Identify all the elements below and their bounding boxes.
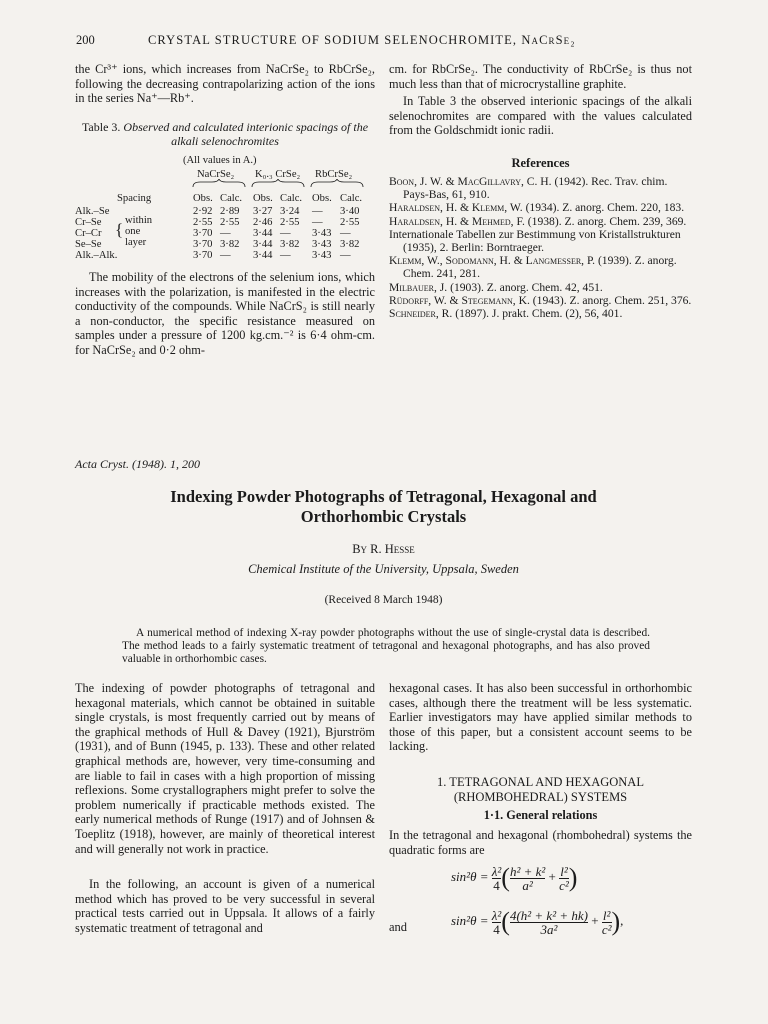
- reference-details: (1939). Z. anorg. Chem. 241, 281.: [403, 254, 677, 281]
- eq2-close-paren: ): [611, 907, 621, 936]
- eq1-t1-den: a²: [510, 878, 545, 892]
- equation-tetragonal: [451, 863, 577, 893]
- reference-authors: Schneider, R.: [389, 307, 453, 321]
- table-group-layer: layer: [125, 237, 147, 248]
- table-obs-2: Obs.: [312, 193, 332, 204]
- table-col-header-2: RbCrSe₂: [315, 169, 353, 180]
- table-cell: —: [280, 228, 291, 239]
- eq2-t1-den: 3a²: [510, 922, 588, 936]
- table-cell: 3·70: [193, 250, 213, 261]
- eq2-coef-num: λ²: [491, 907, 502, 923]
- eq1-term-2: [559, 865, 569, 892]
- table-cell: 3·27: [253, 206, 273, 217]
- table-row-label: Cr–Cr: [75, 228, 102, 239]
- reference-authors: Boon, J. W. & MacGillavry, C. H.: [389, 175, 552, 188]
- table-cell: —: [340, 250, 351, 261]
- eq2-t1-num: 4(h² + k² + hk): [509, 907, 588, 923]
- eq2-term-1: [510, 909, 588, 936]
- eq1-t2-num: l²: [560, 863, 568, 879]
- table-3-caption: [75, 120, 375, 148]
- table-cell: 3·82: [220, 239, 240, 250]
- article-title-line-2: Orthorhombic Crystals: [300, 507, 467, 526]
- table-cell: —: [312, 217, 323, 228]
- table-cell: 3·24: [280, 206, 300, 217]
- and-connector: and: [389, 920, 408, 934]
- table-units: (All values in A.): [183, 155, 257, 166]
- table-cell: —: [280, 250, 291, 261]
- eq2-plus: +: [591, 912, 599, 928]
- table-cell: 3·82: [280, 239, 300, 250]
- table-cell: 3·44: [253, 239, 273, 250]
- reference-item: [389, 254, 692, 280]
- reference-authors: Haraldsen, H. & Klemm, W.: [389, 201, 523, 215]
- table-caption-text: Observed and calculated interionic spacings of the alkali selenochromites: [123, 120, 369, 148]
- page-number: 200: [76, 33, 95, 47]
- table-col-braces: [190, 179, 380, 189]
- references-list: [389, 175, 692, 320]
- table-cell: 2·55: [280, 217, 300, 228]
- table-cell: 3·82: [340, 239, 360, 250]
- table-cell: 2·55: [220, 217, 240, 228]
- eq1-coefficient: [492, 865, 502, 892]
- table-calc-2: Calc.: [340, 193, 363, 204]
- mobility-paragraph: The mobility of the electrons of the selenium ions, which increases with the polarization, is manifested in the electric conductivity of the compounds. While NaCrS₂ is still nearly a non-conductor, the specific resistance measured on samples under a pressure of 1200 kg.cm.⁻² is 6·4 ohm-cm. for NaCrSe₂ and 0·2 ohm-: [75, 270, 375, 357]
- table-cell: —: [220, 250, 231, 261]
- eq1-coef-num: λ²: [491, 863, 502, 879]
- table-cell: 2·55: [340, 217, 360, 228]
- reference-details: (1942). Rec. Trav. chim. Pays-Bas, 61, 910.: [403, 175, 668, 202]
- continuation-paragraph-left: the Cr³⁺ ions, which increases from NaCrSe₂ to RbCrSe₂, following the decreasing contrapolarizing action of the ions in the series Na⁺—Rb⁺.: [75, 62, 375, 106]
- table-cell: 3·44: [253, 228, 273, 239]
- table-obs-0: Obs.: [193, 193, 213, 204]
- body-orthorhombic-paragraph: hexagonal cases. It has also been successful in orthorhombic cases, although there the treatment will be less systematic. Earlier investigators may have applied similar methods to those of this paper, but a consistent account seems to be lacking.: [389, 681, 692, 754]
- eq2-tail: ,: [620, 912, 624, 928]
- article-title-line-1: Indexing Powder Photographs of Tetragonal, Hexagonal and: [170, 487, 597, 506]
- table-cell: 3·44: [253, 250, 273, 261]
- table-cell: 2·46: [253, 217, 273, 228]
- article-citation: Acta Cryst. (1948). 1, 200: [75, 457, 200, 471]
- reference-item: [389, 294, 692, 307]
- reference-item: [389, 201, 692, 214]
- eq1-open-paren: (: [501, 863, 510, 892]
- table-calc-0: Calc.: [220, 193, 243, 204]
- reference-item: [389, 228, 692, 254]
- table-caption-lead: Table 3.: [81, 120, 124, 134]
- reference-item: [389, 281, 692, 294]
- reference-details: (1938). Z. anorg. Chem. 239, 369.: [524, 214, 687, 228]
- article-byline: By R. Hesse: [352, 542, 415, 556]
- table-cell: —: [340, 228, 351, 239]
- eq1-plus: +: [548, 868, 556, 884]
- reference-details: (1943). Z. anorg. Chem. 251, 376.: [529, 293, 692, 307]
- reference-item: [389, 215, 692, 228]
- section-heading-line-2: (RHOMBOHEDRAL) SYSTEMS: [453, 790, 628, 804]
- table-cell: —: [312, 206, 323, 217]
- table-row-label: Se–Se: [75, 239, 102, 250]
- table-cell: 2·89: [220, 206, 240, 217]
- equation-hexagonal: [451, 907, 623, 937]
- table-cell: 3·70: [193, 228, 213, 239]
- reference-details: (1934). Z. anorg. Chem. 220, 183.: [522, 201, 685, 215]
- table-3: [75, 155, 375, 265]
- body-method-paragraph: In the following, an account is given of a numerical method which has proved to be very successful in several practical tests carried out in Uppsala. It allows of a fairly systematic treatment of tetragonal and: [75, 877, 375, 935]
- table-group-one: one: [125, 226, 141, 237]
- eq1-t1-num: h² + k²: [509, 863, 546, 879]
- eq2-coef-den: 4: [493, 921, 500, 937]
- table-obs-1: Obs.: [253, 193, 273, 204]
- eq2-t2-num: l²: [602, 907, 611, 923]
- table-row-label: Cr–Se: [75, 217, 102, 228]
- eq1-close-paren: ): [568, 863, 578, 892]
- table-cell: 2·92: [193, 206, 213, 217]
- article-abstract: A numerical method of indexing X-ray powder photographs without the use of single-crystal data is described. The method leads to a fairly systematic treatment of tetragonal and hexagonal photographs, and has also proved valuable in orthorhombic cases.: [122, 627, 650, 666]
- body-intro-paragraph: The indexing of powder photographs of tetragonal and hexagonal materials, which cannot be obtained in suitable single crystals, is most frequently carried out by means of the graphical methods of Hull & Davey (1921), Bjurström (1931), and of Bunn (1945, p. 133). These and other related graphical methods are, however, very time-consuming and are liable to fail in cases with a high proportion of missing reflexions. Some crystallographers might prefer to solve the problem numerically if practicable methods existed. The early numerical methods of Runge (1917) and of Johnsen & Toeplitz (1918), however, are mainly of theoretical interest and will generally not work in practice.: [75, 681, 375, 856]
- quadratic-forms-paragraph: In the tetragonal and hexagonal (rhombohedral) systems the quadratic forms are: [389, 828, 692, 857]
- reference-authors: Milbauer, J.: [389, 280, 448, 294]
- reference-authors: Klemm, W., Sodomann, H. & Langmesser, P.: [389, 254, 596, 268]
- eq2-open-paren: (: [501, 907, 510, 936]
- table-col-header-1: K₀.₃ CrSe₂: [255, 169, 301, 180]
- conductivity-paragraph: cm. for RbCrSe₂. The conductivity of RbCrSe₂ is thus not much less than that of microcrystalline graphite.: [389, 62, 692, 91]
- table-col-header-0: NaCrSe₂: [197, 169, 235, 180]
- table-calc-1: Calc.: [280, 193, 303, 204]
- references-heading: References: [511, 156, 570, 170]
- table-cell: 3·43: [312, 228, 332, 239]
- reference-authors: Haraldsen, H. & Mehmed, F.: [389, 214, 525, 228]
- eq2-t2-den: c²: [601, 921, 612, 937]
- eq1-term-1: [510, 865, 545, 892]
- table-cell: —: [220, 228, 231, 239]
- table-row-label: Alk.–Se: [75, 206, 110, 217]
- eq1-lhs: sin²θ =: [451, 868, 489, 884]
- table-cell: 3·43: [312, 239, 332, 250]
- running-title: CRYSTAL STRUCTURE OF SODIUM SELENOCHROMITE, NaCrSe₂: [148, 33, 576, 47]
- reference-details: (1897). J. prakt. Chem. (2), 56, 401.: [452, 307, 623, 321]
- page-header: [76, 33, 692, 49]
- table-row-label: Alk.–Alk.: [75, 250, 118, 261]
- reference-details: (1903). Z. anorg. Chem. 42, 451.: [447, 280, 603, 294]
- eq2-coefficient: [492, 909, 502, 936]
- article-received: (Received 8 March 1948): [324, 594, 443, 606]
- section-heading-1: [389, 775, 692, 805]
- reference-details: Internationale Tabellen zur Bestimmung von Kristallstrukturen (1935), 2. Berlin: Borntraeger.: [389, 227, 681, 255]
- reference-item: [389, 175, 692, 201]
- section-heading-line-1: 1. TETRAGONAL AND HEXAGONAL: [437, 775, 644, 789]
- table-cell: 2·55: [193, 217, 213, 228]
- reference-item: [389, 307, 692, 320]
- table-group-within: within: [125, 215, 153, 226]
- table-spacing-label: Spacing: [117, 193, 152, 204]
- article-affiliation: Chemical Institute of the University, Uppsala, Sweden: [248, 562, 519, 576]
- eq1-coef-den: 4: [493, 877, 500, 893]
- eq1-t2-den: c²: [559, 877, 569, 893]
- eq2-lhs: sin²θ =: [451, 912, 489, 928]
- table-comparison-paragraph: In Table 3 the observed interionic spacings of the alkali selenochromites are compared with the values calculated from the Goldschmidt ionic radii.: [389, 94, 692, 138]
- article-title: [75, 487, 692, 527]
- subsection-heading-1-1: 1·1. General relations: [483, 808, 598, 822]
- table-cell: 3·70: [193, 239, 213, 250]
- table-cell: 3·43: [312, 250, 332, 261]
- eq2-term-2: [602, 909, 612, 936]
- table-group-brace: {: [115, 220, 124, 239]
- reference-authors: Rüdorff, W. & Stegemann, K.: [389, 293, 530, 307]
- table-cell: 3·40: [340, 206, 360, 217]
